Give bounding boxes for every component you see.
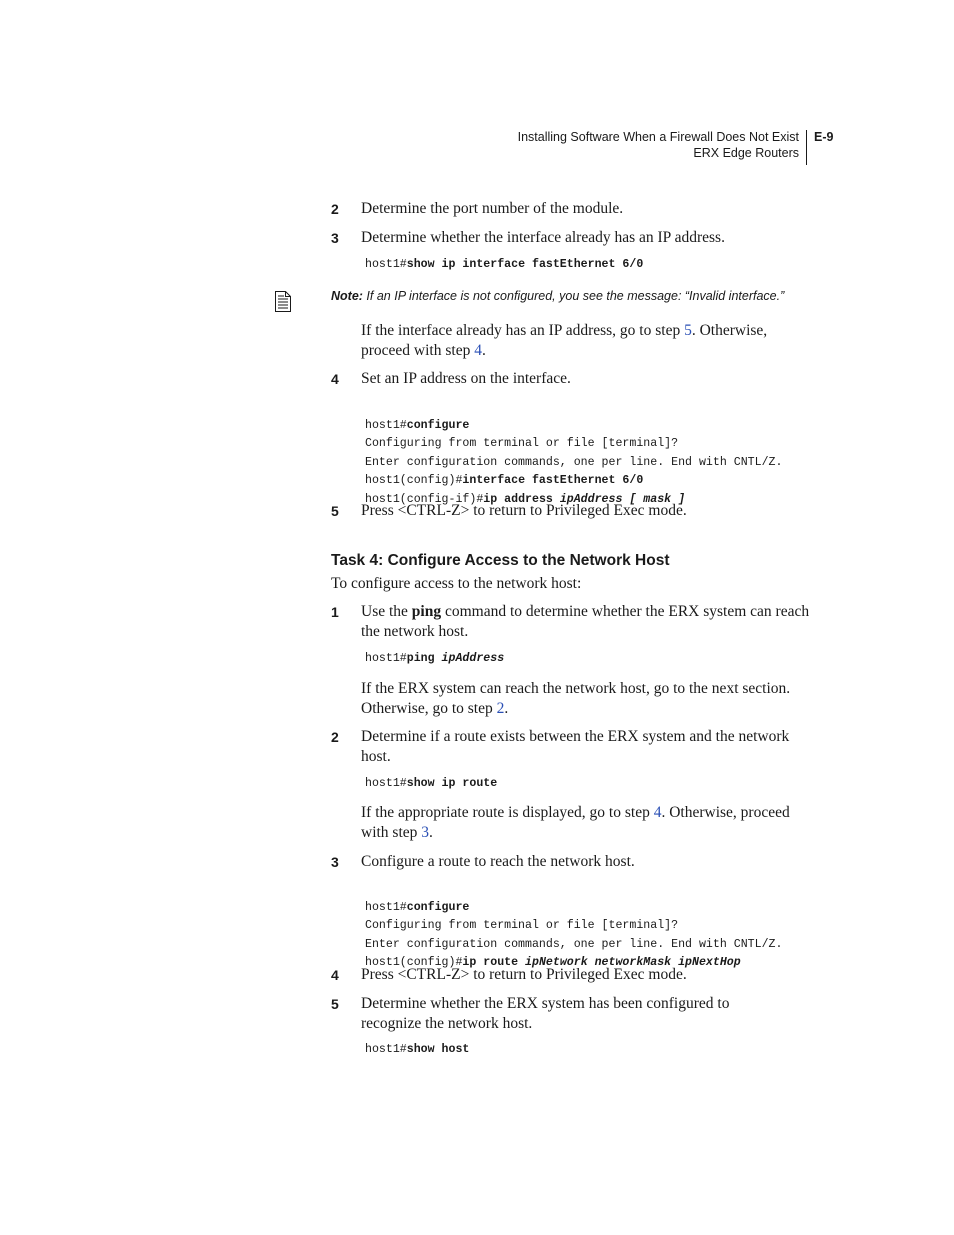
step-text: Configure a route to reach the network host. <box>361 853 635 870</box>
code-line: host1(config-if)#ip address ipAddress [ mask ] <box>365 492 686 506</box>
step-text: Set an IP address on the interface. <box>361 370 571 387</box>
paragraph: If the interface already has an IP address, go to step 5. Otherwise, proceed with step 4. <box>361 322 768 359</box>
code-line: Enter configuration commands, one per line. End with CNTL/Z. <box>365 937 783 951</box>
running-header <box>440 130 799 161</box>
step-number: 4 <box>331 967 339 983</box>
header-subtitle: ERX Edge Routers <box>693 145 799 160</box>
step-number: 5 <box>331 503 339 519</box>
step-number: 2 <box>331 729 339 745</box>
step-number: 3 <box>331 230 339 246</box>
code-line: Configuring from terminal or file [terminal]? <box>365 437 679 450</box>
code-line: host1#configure <box>365 418 470 432</box>
step-text: Determine whether the ERX system has been configured to recognize the network host. <box>361 995 730 1032</box>
code-line: host1(config)#ip route ipNetwork networkMask ipNextHop <box>365 956 741 969</box>
step-number: 5 <box>331 996 339 1012</box>
note-label: Note: <box>331 289 363 303</box>
code-line: host1#ping ipAddress <box>365 652 505 665</box>
paragraph: If the appropriate route is displayed, go to step 4. Otherwise, proceed with step 3. <box>361 804 790 841</box>
section-heading: Task 4: Configure Access to the Network Host <box>331 552 670 569</box>
step-link[interactable]: 2 <box>496 700 505 717</box>
note-text: If an IP interface is not configured, you see the message: “Invalid interface.” <box>362 289 785 303</box>
step-number: 2 <box>331 201 339 217</box>
step-text: Determine the port number of the module. <box>361 200 624 217</box>
note <box>331 287 831 305</box>
step-text: Press <CTRL-Z> to return to Privileged Exec mode. <box>361 502 687 519</box>
code-line: Configuring from terminal or file [terminal]? <box>365 919 679 932</box>
code-line: host1#show ip route <box>365 777 498 790</box>
step-number: 3 <box>331 854 339 870</box>
code-line: host1#show ip interface fastEthernet 6/0 <box>365 258 644 271</box>
code-line: host1#configure <box>365 900 470 914</box>
intro-text: To configure access to the network host: <box>331 575 582 592</box>
step-number: 4 <box>331 371 339 387</box>
code-line: host1#show host <box>365 1043 470 1056</box>
step-text: Determine if a route exists between the ERX system and the network host. <box>361 728 790 765</box>
header-divider <box>806 130 807 165</box>
step-link[interactable]: 5 <box>684 322 692 339</box>
step-link[interactable]: 4 <box>474 342 482 359</box>
note-icon <box>275 291 291 312</box>
step-link[interactable]: 4 <box>653 804 662 821</box>
code-line: Enter configuration commands, one per line. End with CNTL/Z. <box>365 455 783 469</box>
step-number: 1 <box>331 604 339 620</box>
step-link[interactable]: 3 <box>421 824 430 841</box>
step-text: Use the ping command to determine whether the ERX system can reach the network host. <box>361 603 810 640</box>
header-section-title: Installing Software When a Firewall Does Not Exist <box>517 130 799 144</box>
step-text: Press <CTRL-Z> to return to Privileged Exec mode. <box>361 966 687 983</box>
paragraph: If the ERX system can reach the network host, go to the next section. Otherwise, go to step 2. <box>361 680 791 717</box>
page-number: E-9 <box>814 130 834 144</box>
step-text: Determine whether the interface already has an IP address. <box>361 229 725 246</box>
code-line: host1(config)#interface fastEthernet 6/0 <box>365 474 644 487</box>
